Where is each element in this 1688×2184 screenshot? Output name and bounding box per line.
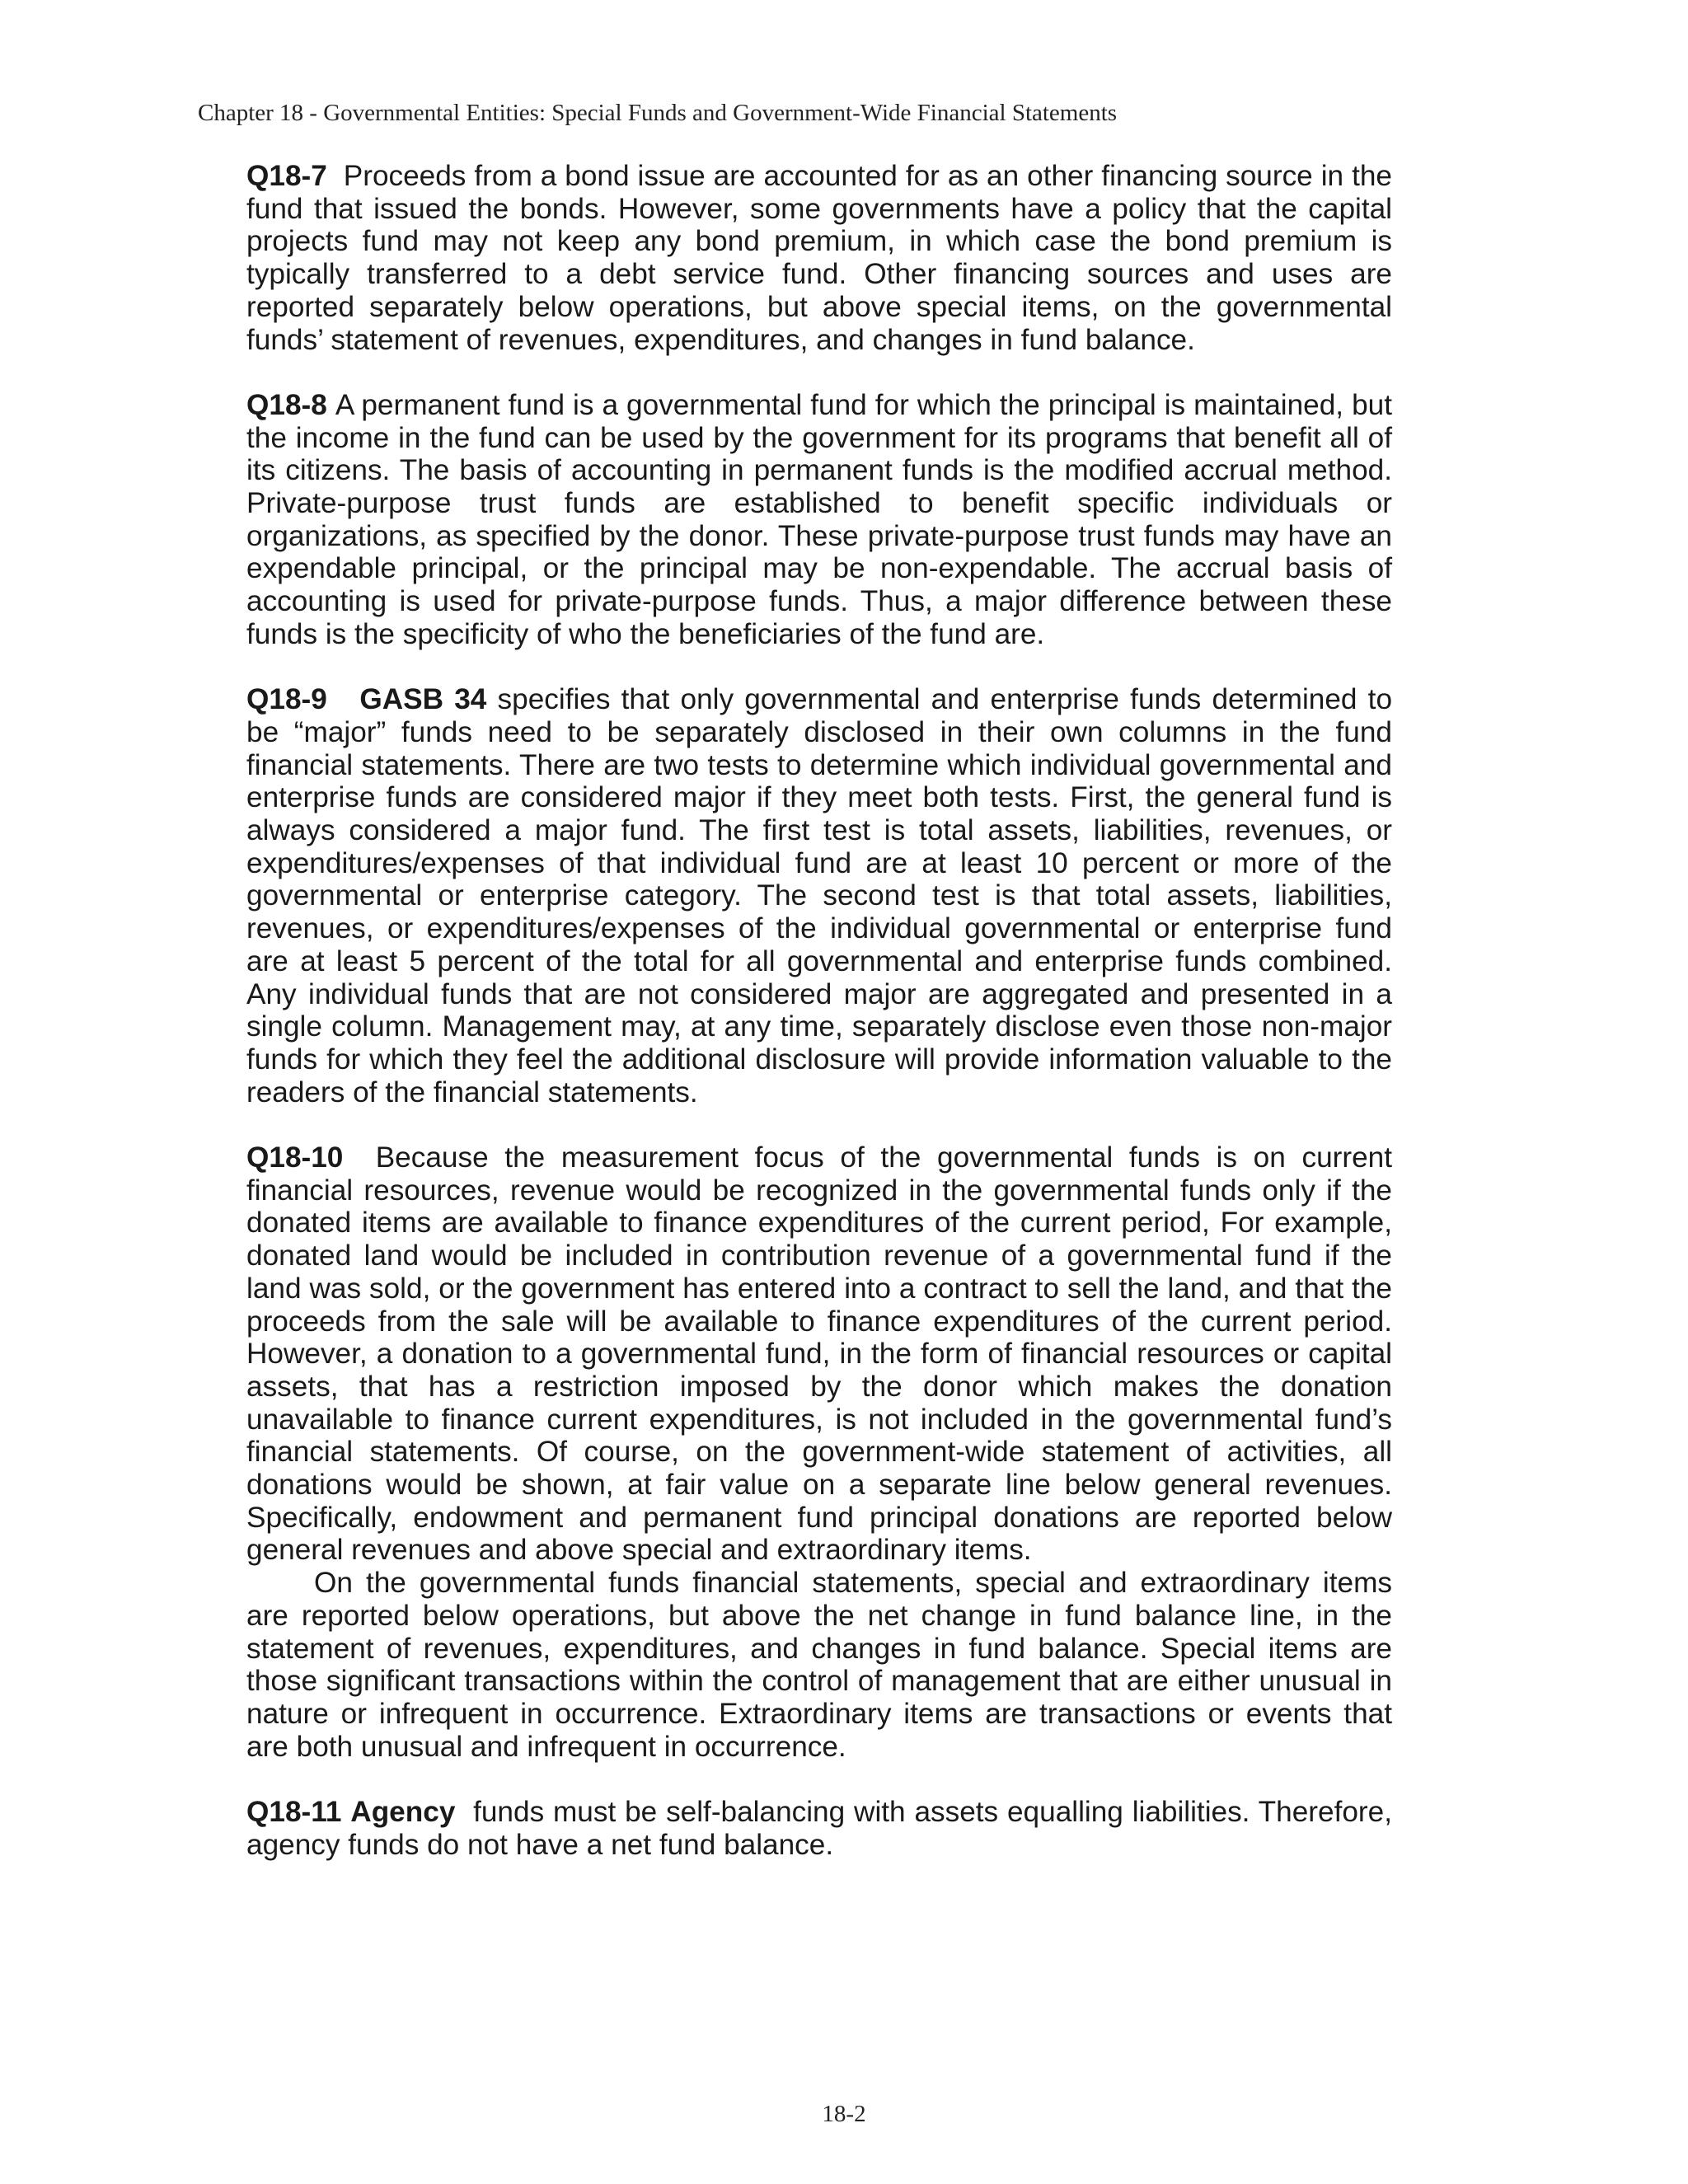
question-number: Q18-10 xyxy=(246,1141,344,1174)
answer-q18-10-continuation xyxy=(246,1567,1392,1763)
answer-text: specifies that only governmental and enterprise funds determined to be “major” funds need to be separately disclosed in their own columns in the fund financial statements. There are two tests to determine which individual governmental and enterprise funds are considered major if they meet both tests. First, the general fund is always considered a major fund. The first test is total assets, liabilities, revenues, or expenditures/expenses of that individual fund are at least 10 percent or more of the governmental or enterprise category. The second test is that total assets, liabilities, revenues, or expenditures/expenses of the individual governmental or enterprise fund are at least 5 percent of the total for all governmental and enterprise funds combined. Any individual funds that are not considered major are aggregated and presented in a single column. Management may, at any time, separately disclose even those non-major funds for which they feel the additional disclosure will provide information valuable to the readers of the financial statements. xyxy=(246,683,1393,1108)
answer-continuation-text: On the governmental funds financial statements, special and extraordinary items are reported below operations, but above the net change in fund balance line, in the statement of revenues, expenditures, and changes in fund balance. Special items are those significant transactions within the control of management that are either unusual in nature or infrequent in occurrence. Extraordinary items are transactions or events that are both unusual and infrequent in occurrence. xyxy=(246,1567,1392,1763)
answer-list xyxy=(246,160,1392,1894)
question-number: Q18-11 xyxy=(246,1796,342,1829)
answer-q18-7 xyxy=(246,160,1392,356)
answer-q18-8 xyxy=(246,389,1392,651)
answer-text: funds must be self-balancing with assets equalling liabilities. Therefore, agency funds do not have a net fund balance. xyxy=(246,1796,1392,1861)
answer-q18-10 xyxy=(246,1141,1392,1567)
answer-lead-term: Agency xyxy=(350,1796,456,1829)
running-header: Chapter 18 - Governmental Entities: Special Funds and Government-Wide Financial Statements xyxy=(198,100,1118,126)
question-number: Q18-7 xyxy=(246,160,327,192)
answer-q18-9 xyxy=(246,683,1392,1108)
answer-lead-term: GASB 34 xyxy=(359,683,487,716)
question-number: Q18-9 xyxy=(246,683,327,716)
page-number: 18-2 xyxy=(822,2101,866,2127)
answer-text: Because the measurement focus of the governmental funds is on current financial resources, revenue would be recognized in the governmental funds only if the donated items are available to finance expenditures of the current period, For example, donated land would be included in contribution revenue of a governmental fund if the land was sold, or the government has entered into a contract to sell the land, and that the proceeds from the sale will be available to finance expenditures of the current period. However, a donation to a governmental fund, in the form of financial resources or capital assets, that has a restriction imposed by the donor which makes the donation unavailable to finance current expenditures, is not included in the governmental fund’s financial statements. Of course, on the government-wide statement of activities, all donations would be shown, at fair value on a separate line below general revenues. Specifically, endowment and permanent fund principal donations are reported below general revenues and above special and extraordinary items. xyxy=(246,1141,1392,1567)
answer-q18-11 xyxy=(246,1796,1392,1861)
answer-text: A permanent fund is a governmental fund for which the principal is maintained, but the income in the fund can be used by the government for its programs that benefit all of its citizens. The basis of accounting in permanent funds is the modified accrual method. Private-purpose trust funds are established to benefit specific individuals or organizations, as specified by the donor. These private-purpose trust funds may have an expendable principal, or the principal may be non-expendable. The accrual basis of accounting is used for private-purpose funds. Thus, a major difference between these funds is the specificity of who the beneficiaries of the fund are. xyxy=(246,388,1392,650)
answer-text: Proceeds from a bond issue are accounted for as an other financing source in the fund that issued the bonds. However, some governments have a policy that the capital projects fund may not keep any bond premium, in which case the bond premium is typically transferred to a debt service fund. Other financing sources and uses are reported separately below operations, but above special items, on the governmental funds’ statement of revenues, expenditures, and changes in fund balance. xyxy=(246,160,1392,356)
question-number: Q18-8 xyxy=(246,388,327,421)
